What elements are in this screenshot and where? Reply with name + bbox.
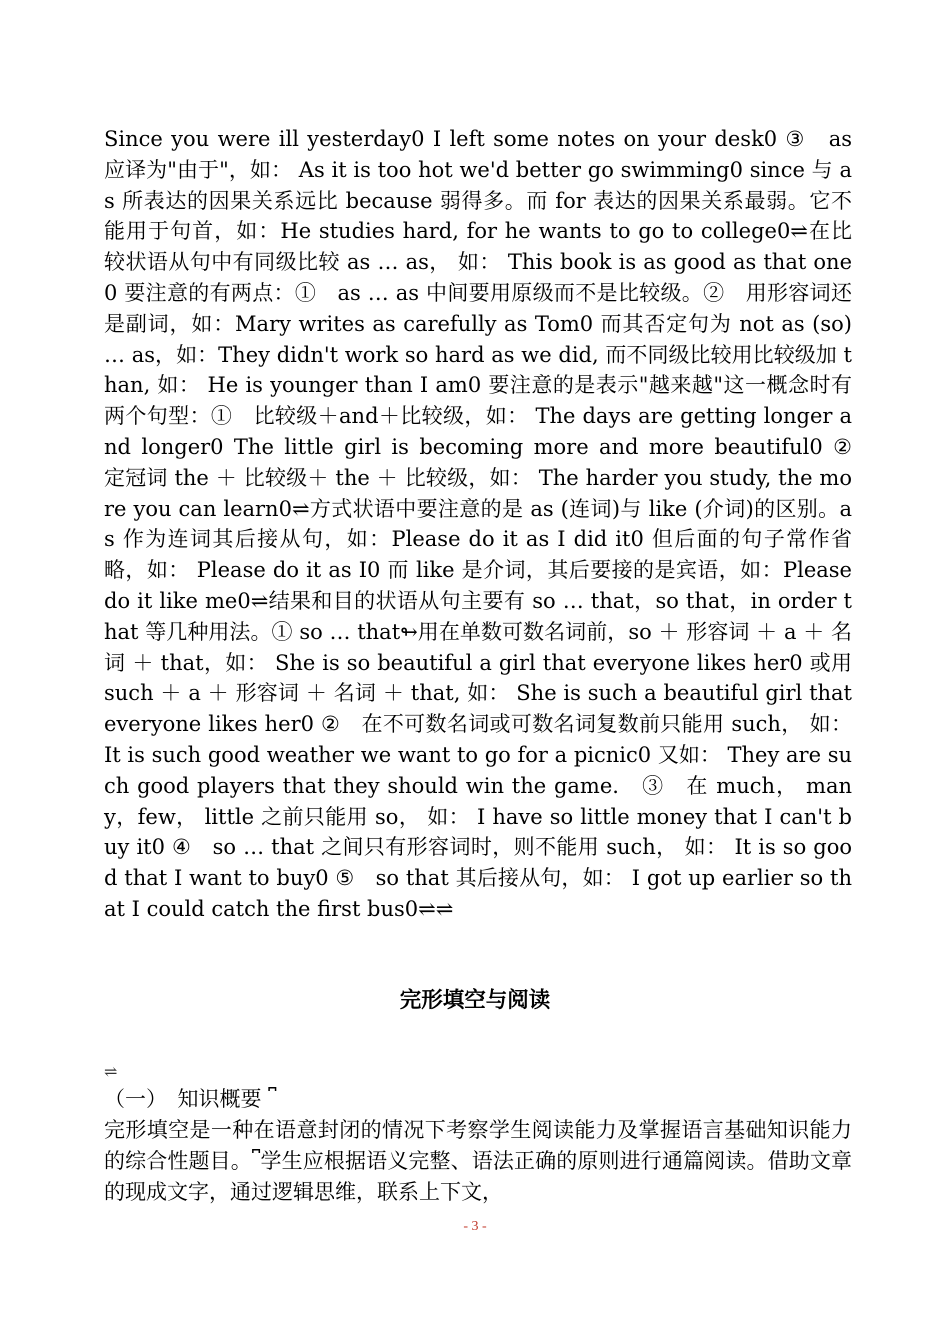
section-heading: 完形填空与阅读 xyxy=(399,988,551,1013)
page-number: - 3 - xyxy=(463,1219,487,1234)
body-paragraph-cloze: 完形填空是一种在语意封闭的情况下考察学生阅读能力及掌握语言基础知识能力的综合性题目。⎴学生应根据语义完整、语法正确的原则进行通篇阅读。借助文章的现成文字，通过逻辑思维，联系上下文， xyxy=(104,1118,852,1204)
subsection-title: （一） 知识概要 ⎴ xyxy=(104,1087,277,1111)
section-mark: ⇌ xyxy=(104,1062,118,1081)
body-paragraph-grammar: Since you were ill yesterday0 I left some notes on your desk0 ③ as 应译为"由于"，如： As it is too hot we'd better go swimming0 since 与 as 所表达的因果关系远比 because 弱得多。而 for 表达的因果关系最弱。它不能用于句首，如：He studies hard, for he wants to go to college0⇌在比较状语从句中有同级比较 as … as， 如： This book is as good as that one0 要注意的有两点：① as … as 中间要用原级而不是比较级。② 用形容词还是副词，如：Mary writes as carefully as Tom0 而其否定句为 not as (so) … as，如：They didn't work so hard as we did, 而不同级比较用比较级加 than, 如： He is younger than I am0 要注意的是表示"越来越"这一概念时有两个句型：① 比较级＋and＋比较级，如： The days are getting longer and longer0 The little girl is becoming more and more beautiful0 ② 定冠词 the ＋ 比较级＋ the ＋ 比较级，如： The harder you study, the more you can learn0⇌方式状语中要注意的是 as (连词)与 like (介词)的区别。as 作为连词其后接从句，如：Please do it as I did it0 但后面的句子常作省略，如： Please do it as I0 而 like 是介词，其后要接的是宾语，如：Please do it like me0⇌结果和目的状语从句主要有 so … that，so that，in order that 等几种用法。① so … that↬用在单数可数名词前，so ＋ 形容词 ＋ a ＋ 名词 ＋ that，如： She is so beautiful a girl that everyone likes her0 或用 such ＋ a ＋ 形容词 ＋ 名词 ＋ that, 如： She is such a beautiful girl that everyone likes her0 ② 在不可数名词或可数名词复数前只能用 such， 如： It is such good weather we want to go for a picnic0 又如： They are such good players that they should win the game. ③ 在 much， many，few， little 之前只能用 so， 如： I have so little money that I can't buy it0 ④ so … that 之间只有形容词时，则不能用 such， 如： It is so good that I want to buy0 ⑤ so that 其后接从句，如： I got up earlier so that I could catch the first bus0⇌⇌ xyxy=(104,127,873,921)
